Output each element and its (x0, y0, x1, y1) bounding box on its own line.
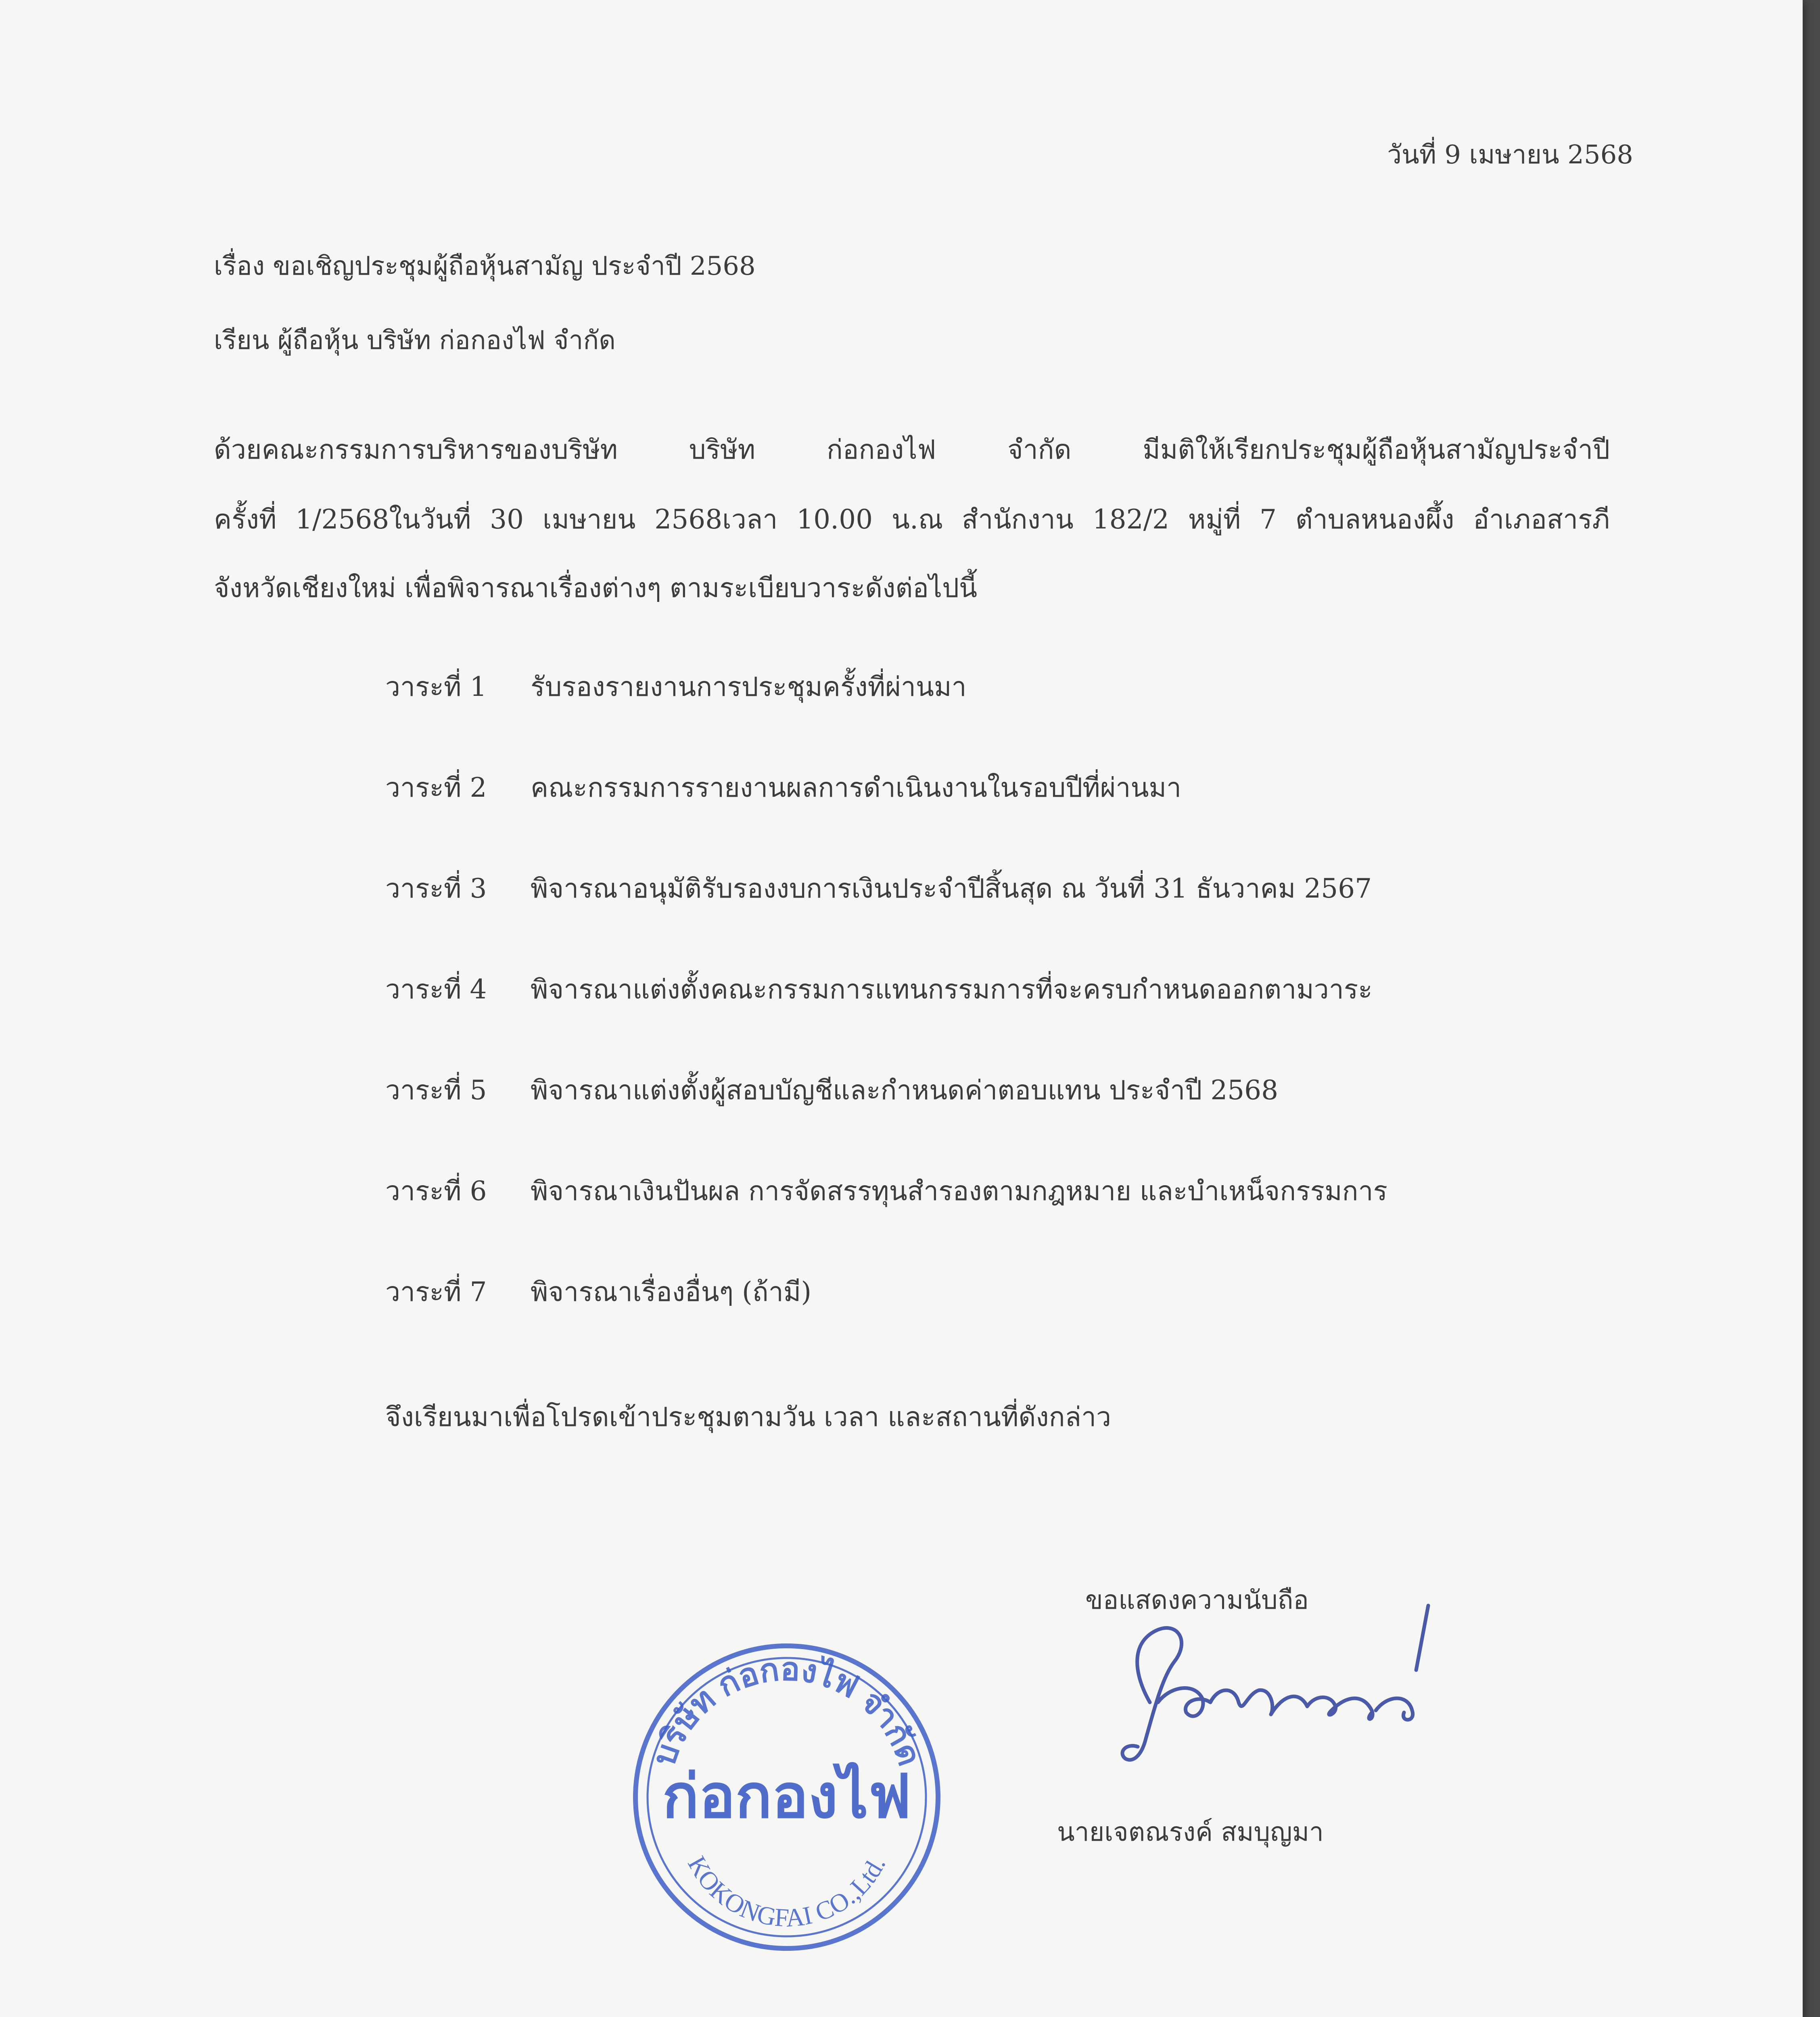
seal-center-text: ก่อกองไฟ (662, 1762, 911, 1830)
closing-line: จึงเรียนมาเพื่อโปรดเข้าประชุมตามวัน เวลา และสถานที่ดังกล่าว (385, 1401, 1112, 1432)
agenda-item (385, 1271, 811, 1313)
agenda-number: วาระที่ 4 (385, 974, 487, 1005)
agenda-text: พิจารณาอนุมัติรับรองงบการเงินประจำปีสิ้นสุด ณ วันที่ 31 ธันวาคม 2567 (531, 873, 1372, 904)
agenda-text: พิจารณาแต่งตั้งคณะกรรมการแทนกรรมการที่จะครบกำหนดออกตามวาระ (531, 974, 1373, 1005)
agenda-number: วาระที่ 1 (385, 671, 487, 702)
intro-line-3: จังหวัดเชียงใหม่ เพื่อพิจารณาเรื่องต่างๆ ตามระเบียบวาระดังต่อไปนี้ (214, 572, 978, 603)
agenda-item (385, 666, 967, 708)
agenda-number: วาระที่ 3 (385, 873, 487, 904)
agenda-text: พิจารณาแต่งตั้งผู้สอบบัญชีและกำหนดค่าตอบแทน ประจำปี 2568 (531, 1075, 1279, 1106)
agenda-text: พิจารณาเงินปันผล การจัดสรรทุนสำรองตามกฎหมาย และบำเหน็จกรรมการ (531, 1176, 1387, 1207)
handwritten-signature (1073, 1573, 1477, 1823)
agenda-number: วาระที่ 6 (385, 1176, 487, 1207)
agenda-text: พิจารณาเรื่องอื่นๆ (ถ้ามี) (531, 1276, 812, 1307)
agenda-item (385, 1170, 1387, 1212)
agenda-number: วาระที่ 2 (385, 772, 487, 803)
seal-arc-bottom-text: KOKONGFAI CO.,Ltd. (682, 1851, 891, 1932)
agenda-item (385, 1069, 1278, 1111)
signer-name: นายเจตณรงค์ สมบุญมา (1057, 1817, 1324, 1847)
intro-line-1: ด้วยคณะกรรมการบริหารของบริษัท บริษัท ก่อกองไฟ จำกัด มีมติให้เรียกประชุมผู้ถือหุ้นสามัญประจำปี (214, 434, 1610, 465)
letter-subject: เรื่อง ขอเชิญประชุมผู้ถือหุ้นสามัญ ประจำปี 2568 (214, 251, 756, 281)
regards-line: ขอแสดงความนับถือ (1085, 1585, 1309, 1615)
agenda-text: คณะกรรมการรายงานผลการดำเนินงานในรอบปีที่ผ่านมา (531, 772, 1182, 803)
agenda-number: วาระที่ 5 (385, 1075, 487, 1106)
agenda-item (385, 766, 1181, 809)
intro-line-2: ครั้งที่ 1/2568ในวันที่ 30 เมษายน 2568เวลา 10.00 น.ณ สำนักงาน 182/2 หมู่ที่ 7 ตำบลหนองผึ้ง อำเภอสารภี (214, 504, 1610, 535)
letter-recipient: เรียน ผู้ถือหุ้น บริษัท ก่อกองไฟ จำกัด (214, 326, 616, 355)
seal-arc-top-text: บริษัท ก่อกองไฟ จำกัด (646, 1651, 928, 1771)
letter-date: วันที่ 9 เมษายน 2568 (1387, 140, 1633, 170)
company-seal (617, 1628, 956, 1967)
agenda-number: วาระที่ 7 (385, 1276, 487, 1307)
agenda-item (385, 968, 1373, 1011)
agenda-item (385, 867, 1372, 910)
agenda-text: รับรองรายงานการประชุมครั้งที่ผ่านมา (531, 671, 967, 702)
